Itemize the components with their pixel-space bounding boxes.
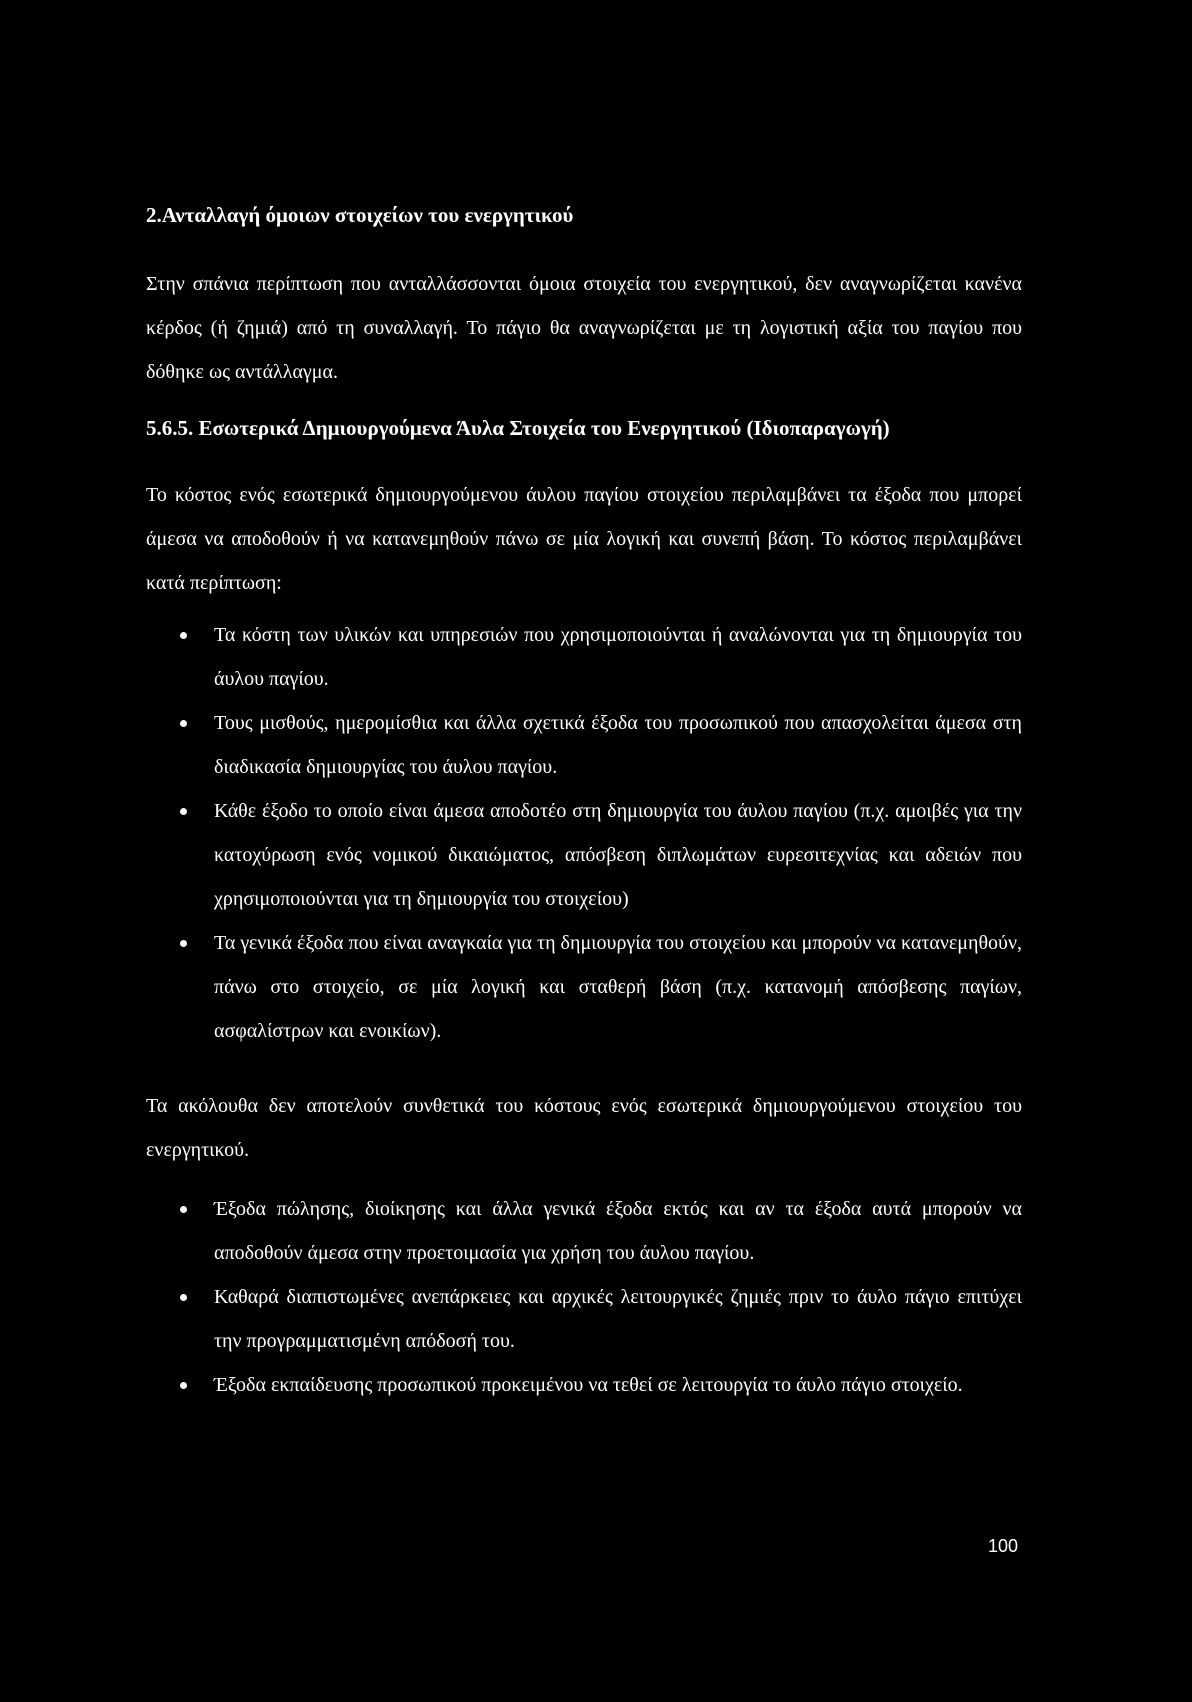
- list-item-text: Καθαρά διαπιστωμένες ανεπάρκειες και αρχικές λειτουργικές ζημιές πριν το άυλο πάγιο επιτύχει την προγραμματισμένη απόδοσή του.: [214, 1286, 1022, 1352]
- paragraph-cost-intro: Το κόστος ενός εσωτερικά δημιουργούμενου άυλου παγίου στοιχείου περιλαμβάνει τα έξοδα που μπορεί άμεσα να αποδοθούν ή να κατανεμηθούν πάνω σε μία λογική και συνεπή βάση. Το κόστος περιλαμβάνει κατά περίπτωση:: [146, 484, 1022, 594]
- bullet-icon: [180, 632, 187, 639]
- list-item: [146, 613, 1022, 701]
- paragraph-asset-exchange: Στην σπάνια περίπτωση που ανταλλάσσονται όμοια στοιχεία του ενεργητικού, δεν αναγνωρίζεται κανένα κέρδος (ή ζημιά) από τη συναλλαγή. Το πάγιο θα αναγνωρίζεται με τη λογιστική αξία του παγίου που δόθηκε ως αντάλλαγμα.: [146, 273, 1022, 383]
- list-item: [146, 921, 1022, 1053]
- page-number: 100: [988, 1536, 1019, 1556]
- list-item-text: Τα γενικά έξοδα που είναι αναγκαία για τη δημιουργία του στοιχείου και μπορούν να κατανεμηθούν, πάνω στο στοιχείο, σε μία λογική και σταθερή βάση (π.χ. κατανομή απόσβεσης παγίων, ασφαλίστρων και ενοικίων).: [214, 932, 1022, 1042]
- list-item: [146, 1363, 1022, 1407]
- list-item: [146, 1187, 1022, 1275]
- section-heading-asset-exchange: 2.Ανταλλαγή όμοιων στοιχείων του ενεργητικού: [146, 203, 574, 227]
- list-item-text: Τα κόστη των υλικών και υπηρεσιών που χρησιμοποιούνται ή αναλώνονται για τη δημιουργία του άυλου παγίου.: [214, 624, 1022, 690]
- list-item-text: Τους μισθούς, ημερομίσθια και άλλα σχετικά έξοδα του προσωπικού που απασχολείται άμεσα στη διαδικασία δημιουργίας του άυλου παγίου.: [214, 712, 1022, 778]
- section-heading-intangible-assets: 5.6.5. Εσωτερικά Δημιουργούμενα Άυλα Στοιχεία του Ενεργητικού (Ιδιοπαραγωγή): [146, 416, 890, 440]
- bullet-icon: [180, 1382, 187, 1389]
- excluded-costs-list: [146, 1187, 1022, 1407]
- bullet-icon: [180, 1206, 187, 1213]
- list-item: [146, 701, 1022, 789]
- bullet-icon: [180, 940, 187, 947]
- bullet-icon: [180, 720, 187, 727]
- bullet-icon: [180, 1294, 187, 1301]
- bullet-icon: [180, 808, 187, 815]
- list-item: [146, 1275, 1022, 1363]
- list-item-text: Έξοδα πώλησης, διοίκησης και άλλα γενικά έξοδα εκτός και αν τα έξοδα αυτά μπορούν να αποδοθούν άμεσα στην προετοιμασία για χρήση του άυλου παγίου.: [214, 1198, 1022, 1264]
- list-item-text: Κάθε έξοδο το οποίο είναι άμεσα αποδοτέο στη δημιουργία του άυλου παγίου (π.χ. αμοιβές για την κατοχύρωση ενός νομικού δικαιώματος, απόσβεση διπλωμάτων ευρεσιτεχνίας και αδειών που χρησιμοποιούνται για τη δημιουργία του στοιχείου): [214, 800, 1022, 910]
- list-item: [146, 789, 1022, 921]
- list-item-text: Έξοδα εκπαίδευσης προσωπικού προκειμένου να τεθεί σε λειτουργία το άυλο πάγιο στοιχείο.: [214, 1374, 963, 1396]
- cost-components-list: [146, 613, 1022, 1053]
- paragraph-exclusions-intro: Τα ακόλουθα δεν αποτελούν συνθετικά του κόστους ενός εσωτερικά δημιουργούμενου στοιχείου του ενεργητικού.: [146, 1095, 1022, 1161]
